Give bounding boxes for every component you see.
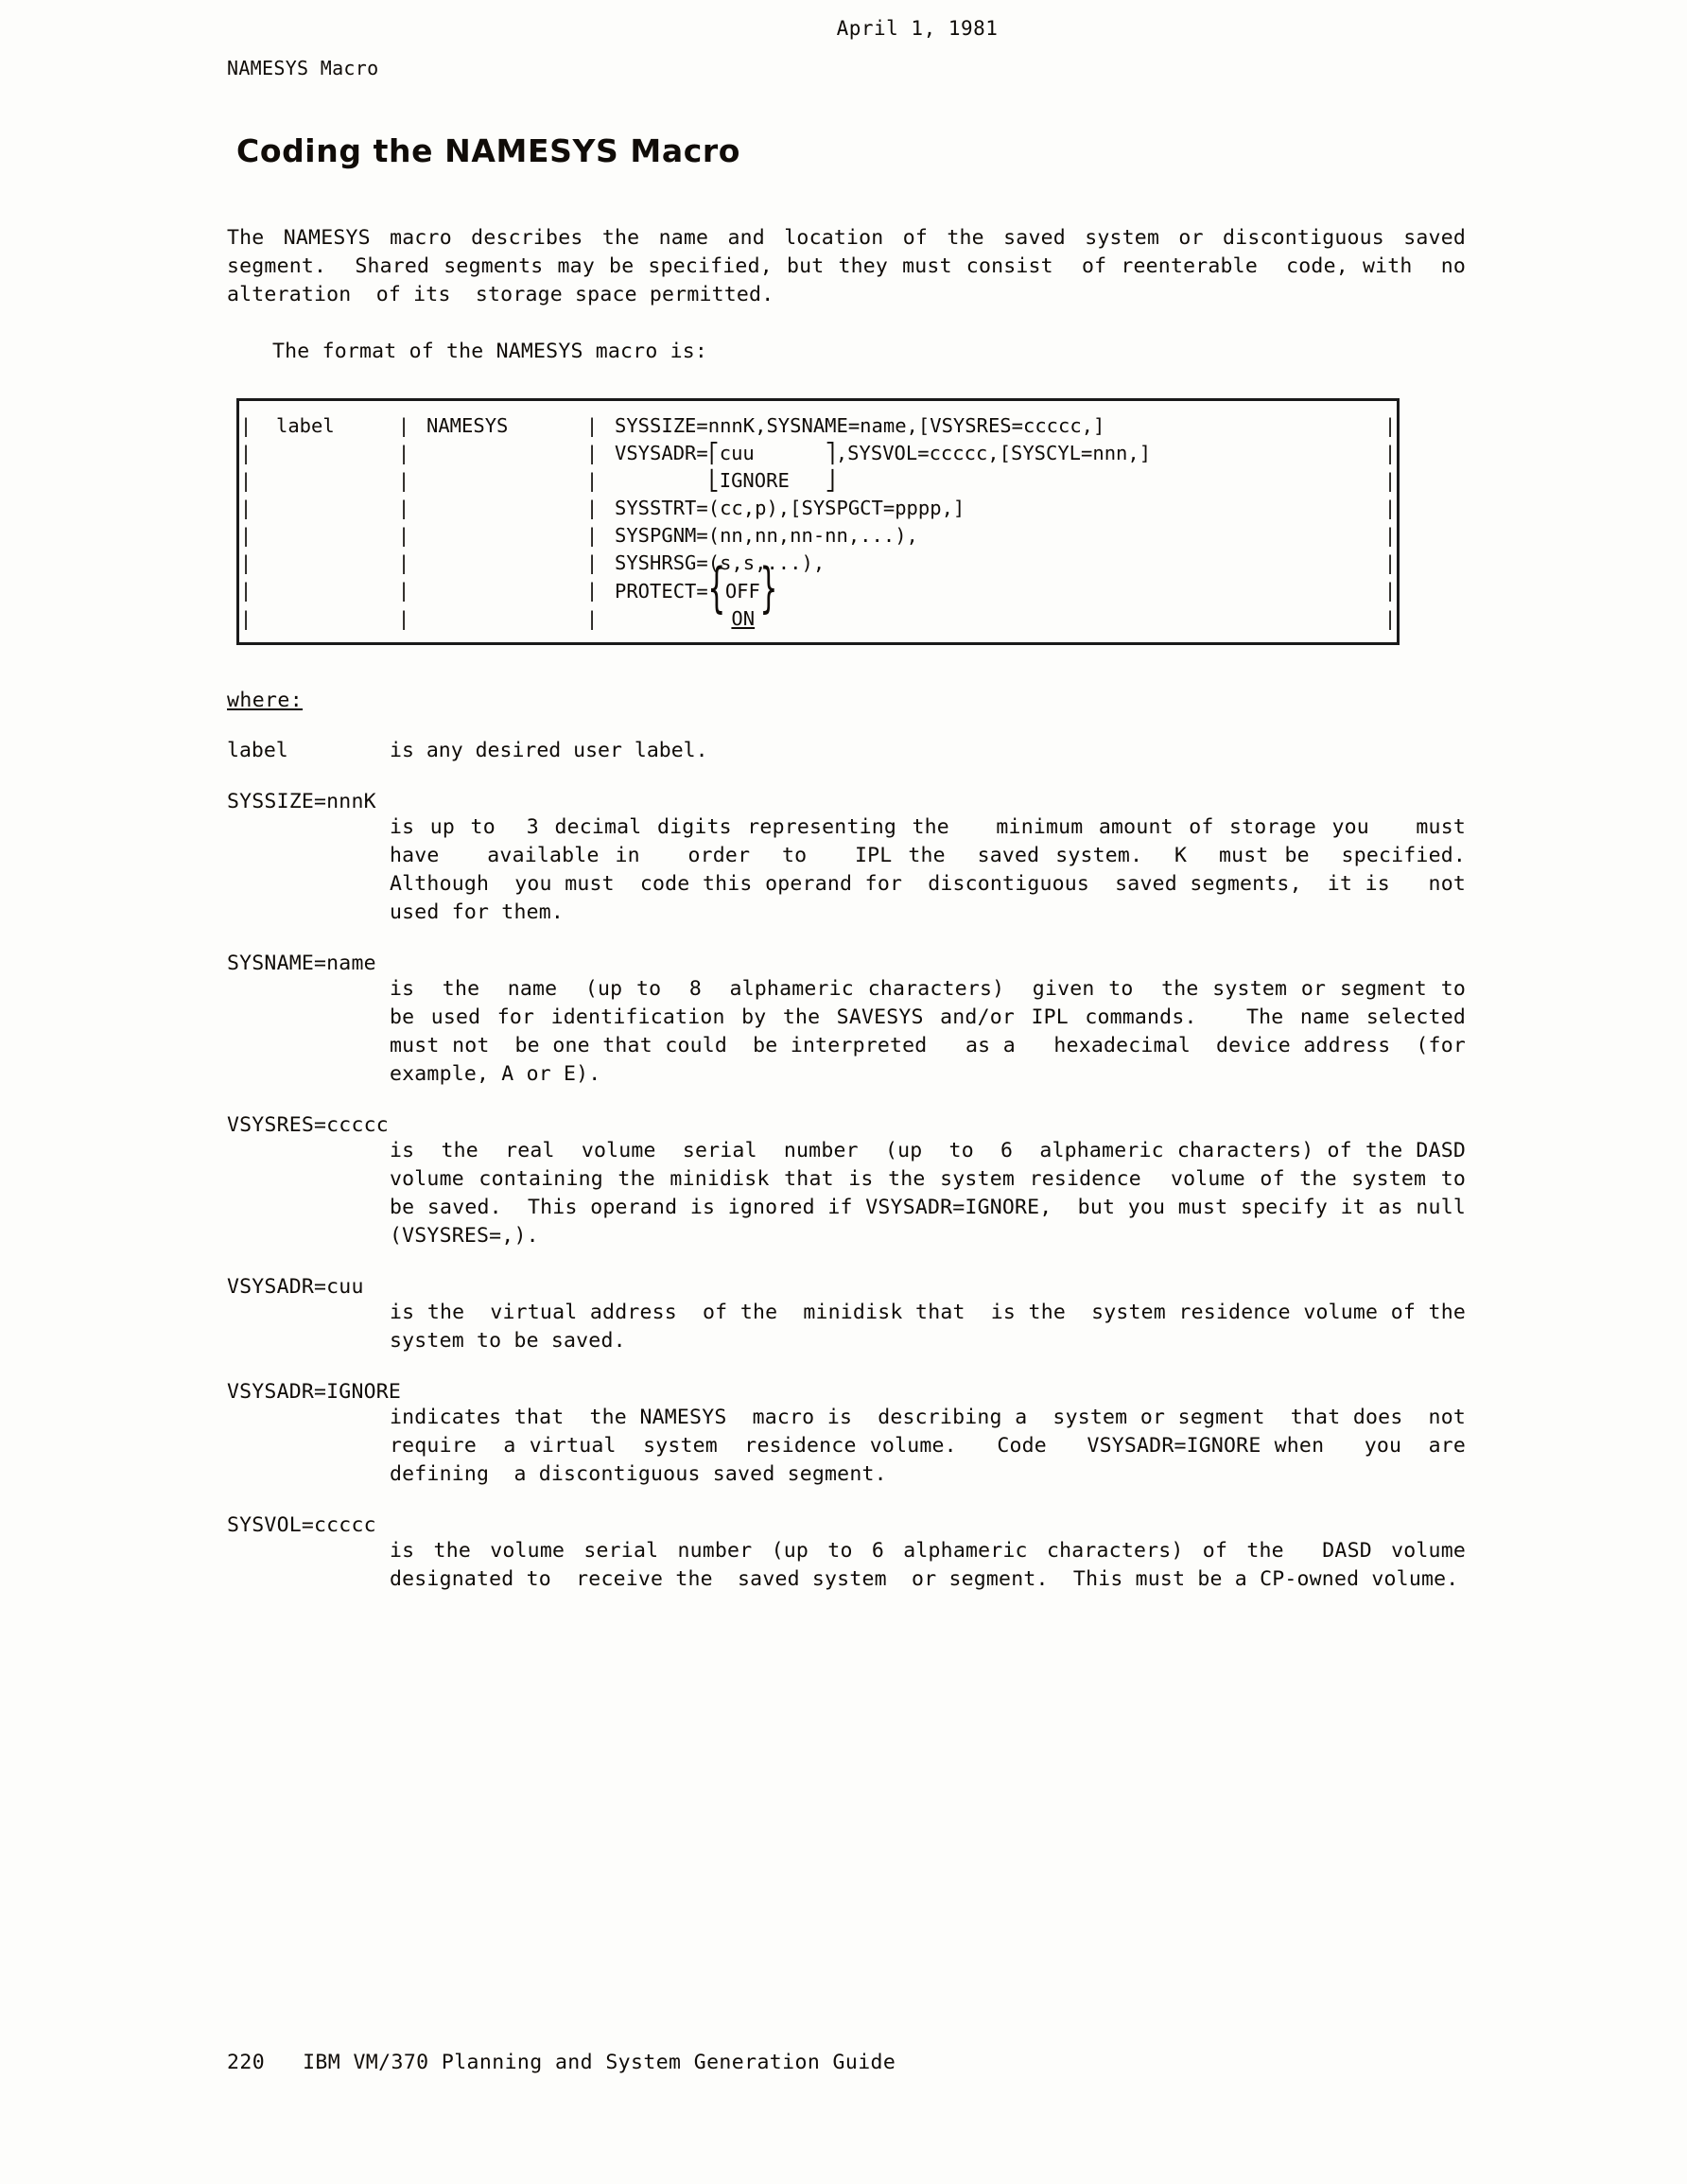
syntax-operand-line-5: SYSHRSG=(s,s,...), bbox=[615, 551, 826, 574]
term-name-vsysres: VSYSRES=ccccc bbox=[227, 1113, 389, 1137]
running-head: NAMESYS Macro bbox=[227, 57, 379, 79]
brace-open: { bbox=[707, 557, 725, 621]
syntax-operation-column-blank bbox=[413, 605, 583, 633]
syntax-row-6 bbox=[236, 550, 1400, 577]
term-block-sysname bbox=[227, 952, 1479, 1089]
syntax-row-8 bbox=[236, 605, 1400, 633]
column-divider: | bbox=[239, 442, 252, 464]
close-bracket: ⎤ bbox=[824, 442, 837, 464]
protect-option-on: ON bbox=[731, 607, 756, 630]
term-definition-vsysadr-ignore: indicates that the NAMESYS macro is describing a system or segment that does not require a virtual system residence volume. Code VSYSADR=IGNORE when you are defining a discontiguous saved segment. bbox=[390, 1406, 1504, 1486]
syntax-operation-column-blank bbox=[413, 467, 583, 495]
syntax-operation-column-blank bbox=[413, 495, 583, 522]
column-divider: | bbox=[1383, 442, 1397, 464]
syntax-label-column-blank bbox=[255, 605, 394, 633]
column-divider: | bbox=[239, 607, 252, 630]
syntax-label-column-blank bbox=[255, 440, 394, 467]
syntax-label-column-blank bbox=[255, 467, 394, 495]
column-divider: | bbox=[397, 524, 410, 547]
syntax-operand-line-3: SYSSTRT=(cc,p),[SYSPGCT=pppp,] bbox=[615, 497, 965, 519]
term-name-vsysadr-cuu: VSYSADR=cuu bbox=[227, 1275, 364, 1299]
vsysadr-option-ignore: IGNORE bbox=[719, 469, 790, 492]
column-divider: | bbox=[1383, 469, 1397, 492]
column-divider: | bbox=[239, 469, 252, 492]
syntax-operation-column: NAMESYS bbox=[426, 414, 509, 437]
term-definition-syssize: is up to 3 decimal digits representing the minimum amount of storage you must have available in order to IPL the saved system. K must be specified. Although you must code this operand for discontiguous saved segments, it is not used for them. bbox=[390, 815, 1479, 924]
column-divider: | bbox=[397, 442, 410, 464]
term-block-sysvol bbox=[227, 1513, 1491, 1594]
vsysadr-option-cuu: cuu bbox=[719, 442, 755, 464]
syntax-operand-line-2 bbox=[601, 440, 1381, 467]
column-divider: | bbox=[239, 551, 252, 574]
column-divider: | bbox=[1383, 414, 1397, 437]
column-divider: | bbox=[239, 579, 252, 602]
syntax-label-column-blank bbox=[255, 495, 394, 522]
column-divider: | bbox=[1383, 524, 1397, 547]
column-divider: | bbox=[1383, 497, 1397, 519]
term-block-vsysadr-cuu bbox=[227, 1275, 1479, 1355]
column-divider: | bbox=[397, 497, 410, 519]
intro-paragraph-1: The NAMESYS macro describes the name and location of the saved system or discontiguous saved segment. Shared segments may be specified, but they must consist of reenterable code, with no alteration of its storage space permitted. bbox=[227, 226, 1479, 306]
column-divider: | bbox=[585, 607, 599, 630]
page-date: April 1, 1981 bbox=[836, 17, 999, 40]
box-right-edge bbox=[1397, 401, 1400, 642]
bracket-lower-left: ⎣ bbox=[707, 469, 721, 492]
where-heading: where: bbox=[227, 689, 304, 712]
page-content bbox=[227, 17, 1504, 1618]
bracket-spacer bbox=[755, 442, 825, 464]
syntax-operation-column-blank bbox=[413, 522, 583, 550]
vsysadr-remainder: ,SYSVOL=ccccc,[SYSCYL=nnn,] bbox=[835, 442, 1152, 464]
term-name-sysname: SYSNAME=name bbox=[227, 952, 376, 975]
syntax-diagram-box bbox=[236, 398, 1400, 645]
term-block-syssize bbox=[227, 790, 1479, 927]
column-divider: | bbox=[585, 579, 599, 602]
column-divider: | bbox=[1383, 551, 1397, 574]
syntax-row-2 bbox=[236, 440, 1400, 467]
column-divider: | bbox=[397, 414, 410, 437]
open-bracket: ⎡ bbox=[707, 442, 721, 464]
column-divider: | bbox=[397, 607, 410, 630]
syntax-operation-column-blank bbox=[413, 550, 583, 577]
term-name-label: label bbox=[227, 739, 288, 762]
column-divider: | bbox=[585, 469, 599, 492]
page-title: Coding the NAMESYS Macro bbox=[236, 132, 741, 169]
syntax-label-column: label bbox=[276, 414, 335, 437]
syntax-operation-column-blank bbox=[413, 577, 583, 605]
column-divider: | bbox=[585, 497, 599, 519]
column-divider: | bbox=[1383, 579, 1397, 602]
term-name-sysvol: SYSVOL=ccccc bbox=[227, 1513, 376, 1537]
term-block-vsysadr-ignore bbox=[227, 1380, 1504, 1489]
syntax-label-column-blank bbox=[255, 577, 394, 605]
term-block-label bbox=[227, 737, 1466, 765]
syntax-label-column-blank bbox=[255, 522, 394, 550]
term-definition-label: is any desired user label. bbox=[390, 739, 708, 762]
syntax-row-5 bbox=[236, 522, 1400, 550]
bracket-lower-spacer2 bbox=[790, 469, 825, 492]
term-definition-sysvol: is the volume serial number (up to 6 alphameric characters) of the DASD volume designated to receive the saved system or segment. This must be a CP-owned volume. bbox=[390, 1539, 1491, 1591]
term-definition-vsysadr-cuu: is the virtual address of the minidisk that is the system residence volume of the system to be saved. bbox=[390, 1301, 1479, 1353]
column-divider: | bbox=[239, 497, 252, 519]
column-divider: | bbox=[585, 414, 599, 437]
syntax-operand-line-2-alt bbox=[601, 467, 1381, 495]
syntax-row-1 bbox=[236, 412, 1400, 440]
term-definition-vsysres: is the real volume serial number (up to 6 alphameric characters) of the DASD volume containing the minidisk that is the system residence volume of the system to be saved. This operand is ignored if VSYSADR=IGNORE, but you must specify it as null (VSYSRES=,). bbox=[390, 1139, 1491, 1248]
syntax-row-4 bbox=[236, 495, 1400, 522]
intro-paragraph-2: The format of the NAMESYS macro is: bbox=[272, 340, 708, 363]
term-name-syssize: SYSSIZE=nnnK bbox=[227, 790, 376, 813]
column-divider: | bbox=[585, 442, 599, 464]
protect-keyword: PROTECT= bbox=[615, 580, 708, 603]
syntax-row-3 bbox=[236, 467, 1400, 495]
syntax-operation-column-blank bbox=[413, 440, 583, 467]
bracket-lower-right: ⎦ bbox=[824, 469, 837, 492]
column-divider: | bbox=[239, 524, 252, 547]
bracket-lower-spacer bbox=[615, 469, 708, 492]
term-name-vsysadr-ignore: VSYSADR=IGNORE bbox=[227, 1380, 402, 1404]
column-divider: | bbox=[585, 551, 599, 574]
vsysadr-keyword: VSYSADR= bbox=[615, 442, 708, 464]
syntax-operand-line-1: SYSSIZE=nnnK,SYSNAME=name,[VSYSRES=ccccc,] bbox=[615, 414, 1105, 437]
brace-close: } bbox=[759, 557, 777, 621]
column-divider: | bbox=[239, 414, 252, 437]
column-divider: | bbox=[585, 524, 599, 547]
term-block-vsysres bbox=[227, 1113, 1491, 1250]
box-left-edge bbox=[236, 401, 239, 642]
term-definition-sysname: is the name (up to 8 alphameric characters) given to the system or segment to be used for identification by the SAVESYS and/or IPL commands. The name selected must not be one that could be interpreted as a hexadecimal device address (for example, A or E). bbox=[390, 977, 1479, 1086]
syntax-label-column-blank bbox=[255, 550, 394, 577]
column-divider: | bbox=[397, 469, 410, 492]
column-divider: | bbox=[397, 551, 410, 574]
syntax-operand-line-4: SYSPGNM=(nn,nn,nn-nn,...), bbox=[615, 524, 918, 547]
protect-option-off: OFF bbox=[724, 580, 760, 603]
page-footer: 220 IBM VM/370 Planning and System Generation Guide bbox=[227, 2051, 896, 2074]
column-divider: | bbox=[1383, 607, 1397, 630]
column-divider: | bbox=[397, 579, 410, 602]
